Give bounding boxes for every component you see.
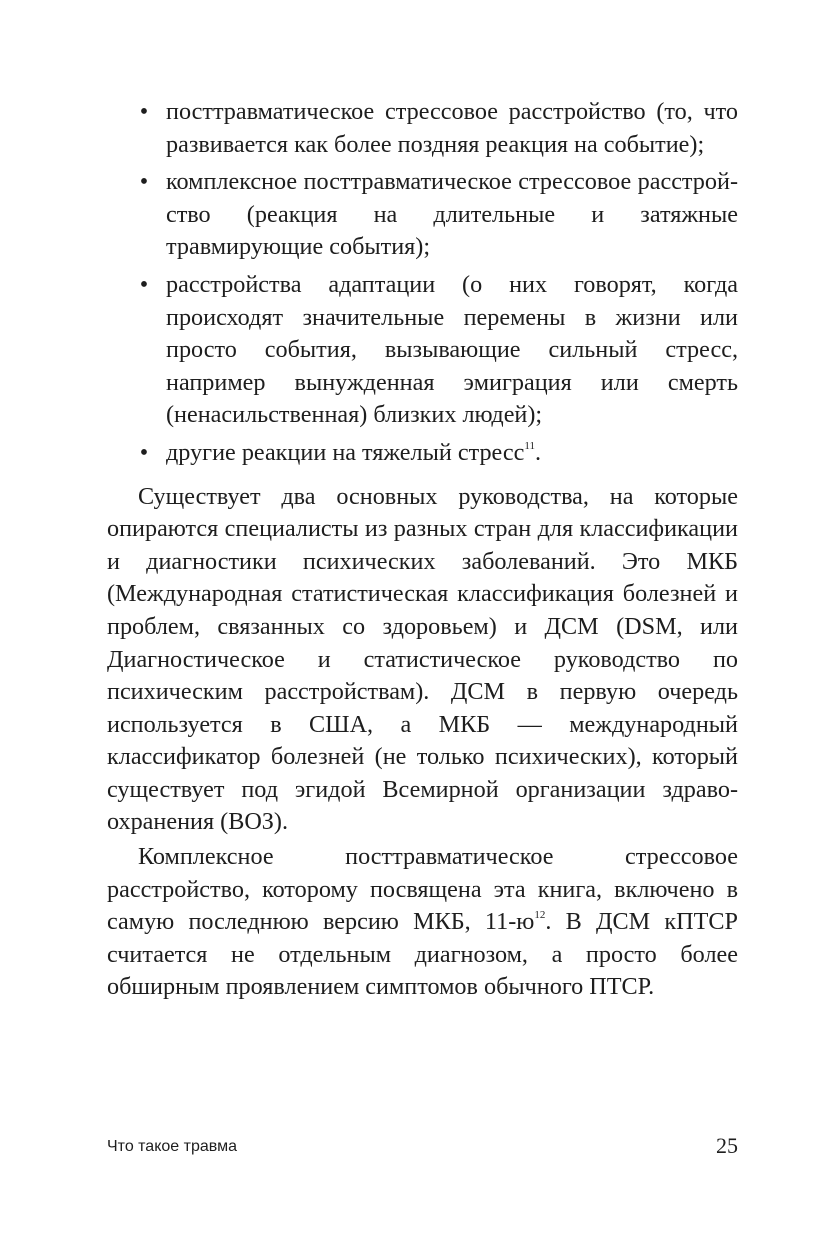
paragraph-text-end: . В ДСМ кПТСР считается не отдельным диагнозом, а просто более обширным проявлением симптомов обычного ПТСР. (107, 908, 738, 1001)
footnote-ref: 11 (524, 439, 535, 452)
footnote-ref: 12 (534, 909, 546, 922)
bullet-list (107, 96, 738, 470)
list-item-text: расстройства адаптации (о них говорят, когда происходят значительные перемены в жизни или просто события, вызывающие сильный стресс, например вынужденная эмиграция или смерть (ненасильственная) близких людей); (166, 270, 738, 429)
list-item (107, 269, 738, 432)
list-item-text: комплексное посттравматическое стрессовое расстройство (реакция на длительные и затяжные травмирующие события); (166, 168, 738, 261)
running-title: Что такое травма (107, 1138, 237, 1155)
list-item-text: другие реакции на тяжелый стресс (166, 438, 525, 466)
bullet-icon: • (139, 438, 149, 466)
bullet-icon: • (139, 168, 149, 196)
body-text (107, 96, 738, 1004)
page-footer (107, 1133, 738, 1163)
bullet-icon: • (139, 270, 149, 298)
paragraph: Существует два основных руководства, на которые опираются специалисты из разных стран для классификации и диагностики психических заболеваний. Это МКБ (Международная статистическая классификация болезней и проблем, связанных со здоровьем) и ДСМ (DSM, или Диагностическое и статистическое руководство по психическим расстройствам). ДСМ в первую очередь используется в США, а МКБ — международный классификатор болезней (не только психических), который существует под эгидой Всемирной организации здравоохранения (ВОЗ). (107, 482, 738, 836)
list-item (107, 96, 738, 161)
list-item-text-end: . (534, 438, 542, 466)
paragraph-text: Комплексное посттравматическое стрессовое расстройство, которому посвящена эта книга, включено в самую последнюю версию МКБ, 11-ю (107, 843, 738, 936)
page-number: 25 (716, 1133, 738, 1158)
bullet-icon: • (139, 98, 149, 125)
list-item-text: посттравматическое стрессовое расстройство (то, что развивается как более поздняя реакция на событие); (166, 98, 738, 158)
list-item (107, 166, 738, 264)
paragraph (107, 841, 738, 1004)
list-item (107, 437, 738, 470)
